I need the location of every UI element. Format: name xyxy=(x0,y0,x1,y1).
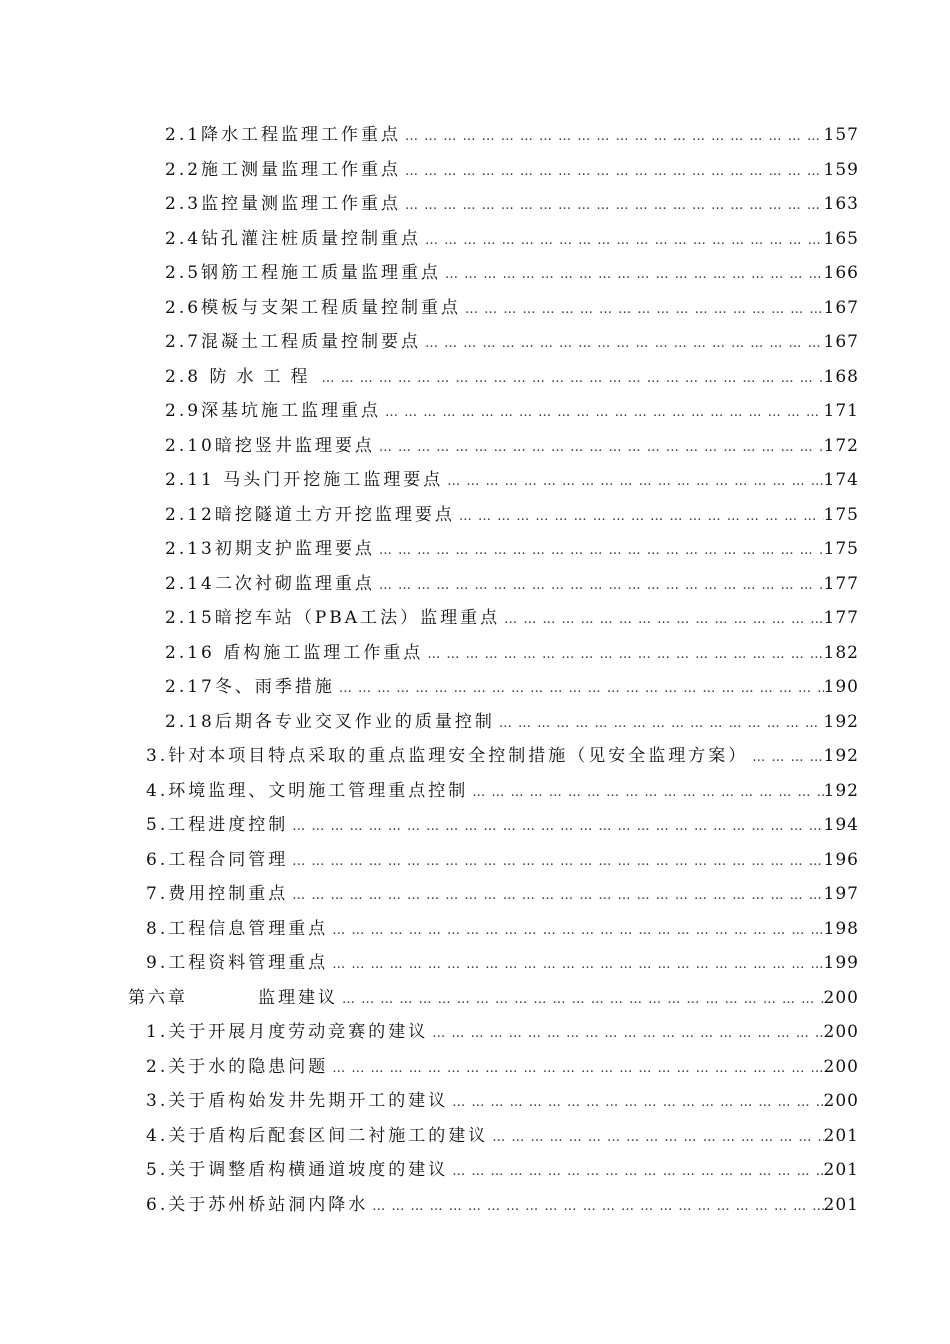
dot-leader xyxy=(428,1017,823,1051)
toc-page-number: 196 xyxy=(823,849,859,870)
toc-page-number: 165 xyxy=(823,228,859,249)
toc-entry-label: 2.8 防水工程 xyxy=(165,366,318,387)
toc-page-number: 177 xyxy=(823,608,859,628)
toc-page-number: 163 xyxy=(823,194,859,214)
toc-entry[interactable] xyxy=(165,429,859,463)
toc-entry-label: 4.关于盾构后配套区间二衬施工的建议 xyxy=(146,1125,489,1146)
toc-page-number: 157 xyxy=(823,125,859,145)
toc-entry-label: 2.3监控量测监理工作重点 xyxy=(165,194,402,214)
toc-page-number: 167 xyxy=(823,297,859,318)
toc-entry[interactable] xyxy=(165,256,859,290)
dot-leader xyxy=(461,293,824,327)
toc-entry-label: 2.16 盾构施工监理工作重点 xyxy=(165,642,424,663)
toc-entry-label: 2.17冬、雨季措施 xyxy=(165,677,335,697)
toc-entry[interactable] xyxy=(165,153,859,187)
dot-leader xyxy=(368,1190,823,1224)
toc-entry[interactable] xyxy=(165,463,859,497)
toc-entry[interactable] xyxy=(165,567,859,601)
toc-entry[interactable] xyxy=(146,1153,859,1187)
toc-entry-label: 2.15暗挖车站（PBA工法）监理重点 xyxy=(165,608,501,628)
toc-entry-label: 2.12暗挖隧道土方开挖监理要点 xyxy=(165,504,455,525)
toc-page-number: 194 xyxy=(823,815,859,835)
toc-entry[interactable] xyxy=(146,774,859,808)
toc-entry[interactable] xyxy=(146,1119,859,1153)
toc-entry[interactable] xyxy=(146,1188,859,1222)
toc-entry[interactable] xyxy=(146,739,859,773)
toc-entry[interactable] xyxy=(165,394,859,428)
toc-entry[interactable] xyxy=(165,636,859,670)
toc-entry-label: 2.10暗挖竖井监理要点 xyxy=(165,435,375,456)
toc-entry-label: 2.4钻孔灌注桩质量控制重点 xyxy=(165,228,422,249)
toc-entry[interactable] xyxy=(146,1050,859,1084)
toc-page-number: 200 xyxy=(823,1022,859,1042)
dot-leader xyxy=(441,258,824,292)
dot-leader xyxy=(288,879,823,913)
toc-page-number: 190 xyxy=(823,677,859,697)
toc-page-number: 182 xyxy=(823,642,859,663)
toc-page-number: 192 xyxy=(823,711,859,732)
toc-page-number: 200 xyxy=(823,1056,859,1077)
toc-page-number: 201 xyxy=(823,1125,859,1146)
dot-leader xyxy=(288,845,823,879)
toc-page-number: 172 xyxy=(823,435,859,456)
toc-entry-label: 2.7混凝土工程质量控制要点 xyxy=(165,332,422,352)
toc-entry-label: 2.9深基坑施工监理重点 xyxy=(165,401,382,421)
dot-leader xyxy=(375,534,824,568)
toc-entry[interactable] xyxy=(146,1084,859,1118)
toc-entry-label: 3.针对本项目特点采取的重点监理安全控制措施（见安全监理方案） xyxy=(146,746,749,766)
dot-leader xyxy=(381,396,824,430)
dot-leader xyxy=(401,120,824,154)
toc-entry[interactable] xyxy=(146,946,859,980)
dot-leader xyxy=(338,983,824,1017)
toc-entry[interactable] xyxy=(165,670,859,704)
toc-entry[interactable] xyxy=(146,843,859,877)
dot-leader xyxy=(748,741,823,775)
dot-leader xyxy=(500,603,823,637)
toc-entry-label: 2.关于水的隐患问题 xyxy=(146,1056,329,1077)
dot-leader xyxy=(421,327,824,361)
dot-leader xyxy=(317,362,823,396)
dot-leader xyxy=(328,914,823,948)
toc-entry-label: 2.14二次衬砌监理重点 xyxy=(165,573,375,594)
toc-page-number: 177 xyxy=(823,573,859,594)
toc-entry-label: 2.18后期各专业交叉作业的质量控制 xyxy=(165,711,495,732)
toc-entry-label: 5.工程进度控制 xyxy=(146,815,289,835)
toc-entry-label: 4.环境监理、文明施工管理重点控制 xyxy=(146,780,469,801)
toc-chapter-entry[interactable] xyxy=(128,981,859,1015)
toc-page-number: 159 xyxy=(823,159,859,180)
toc-page-number: 174 xyxy=(823,470,859,490)
toc-entry-label: 6.工程合同管理 xyxy=(146,849,289,870)
toc-entry[interactable] xyxy=(146,912,859,946)
toc-entry-label: 9.工程资料管理重点 xyxy=(146,953,329,973)
dot-leader xyxy=(443,465,823,499)
toc-entry-label: 第六章 监理建议 xyxy=(128,987,338,1008)
toc-entry-label: 2.5钢筋工程施工质量监理重点 xyxy=(165,263,442,283)
toc-entry-label: 3.关于盾构始发井先期开工的建议 xyxy=(146,1091,449,1111)
dot-leader xyxy=(401,155,824,189)
toc-entry[interactable] xyxy=(165,118,859,152)
dot-leader xyxy=(328,1052,823,1086)
toc-entry[interactable] xyxy=(165,291,859,325)
toc-page-number: 166 xyxy=(823,263,859,283)
toc-entry[interactable] xyxy=(165,705,859,739)
toc-entry[interactable] xyxy=(165,222,859,256)
dot-leader xyxy=(448,1155,823,1189)
dot-leader xyxy=(468,776,823,810)
dot-leader xyxy=(401,189,824,223)
toc-page-number: 175 xyxy=(823,504,859,525)
toc-page-number: 199 xyxy=(823,953,859,973)
dot-leader xyxy=(488,1121,823,1155)
toc-entry[interactable] xyxy=(146,808,859,842)
toc-page-number: 175 xyxy=(823,539,859,559)
toc-entry-label: 6.关于苏州桥站洞内降水 xyxy=(146,1194,369,1215)
dot-leader xyxy=(495,707,824,741)
toc-entry[interactable] xyxy=(165,325,859,359)
toc-page-number: 192 xyxy=(823,746,859,766)
toc-page-number: 200 xyxy=(823,1091,859,1111)
toc-page-number: 167 xyxy=(823,332,859,352)
toc-entry[interactable] xyxy=(165,601,859,635)
toc-entry-label: 1.关于开展月度劳动竞赛的建议 xyxy=(146,1022,429,1042)
dot-leader xyxy=(375,431,824,465)
toc-page-number: 197 xyxy=(823,884,859,904)
toc-entry-label: 2.1降水工程监理工作重点 xyxy=(165,125,402,145)
toc-entry-label: 2.6模板与支架工程质量控制重点 xyxy=(165,297,462,318)
dot-leader xyxy=(328,948,823,982)
toc-entry-label: 5.关于调整盾构横通道坡度的建议 xyxy=(146,1160,449,1180)
toc-entry-label: 8.工程信息管理重点 xyxy=(146,918,329,939)
toc-page-number: 201 xyxy=(823,1160,859,1180)
dot-leader xyxy=(455,500,824,534)
toc-page-number: 201 xyxy=(823,1194,859,1215)
toc-entry-label: 2.13初期支护监理要点 xyxy=(165,539,375,559)
toc-entry-label: 2.2施工测量监理工作重点 xyxy=(165,159,402,180)
dot-leader xyxy=(423,638,823,672)
toc-entry[interactable] xyxy=(146,1015,859,1049)
toc-entry[interactable] xyxy=(165,532,859,566)
toc-page-number: 168 xyxy=(823,366,859,387)
dot-leader xyxy=(288,810,823,844)
dot-leader xyxy=(448,1086,823,1120)
toc-page-number: 192 xyxy=(823,780,859,801)
toc-page-number: 198 xyxy=(823,918,859,939)
toc-entry[interactable] xyxy=(165,360,859,394)
toc-entry-label: 2.11 马头门开挖施工监理要点 xyxy=(165,470,444,490)
toc-entry[interactable] xyxy=(165,187,859,221)
toc-entry[interactable] xyxy=(165,498,859,532)
toc-entry-label: 7.费用控制重点 xyxy=(146,884,289,904)
dot-leader xyxy=(335,672,824,706)
toc-page-number: 200 xyxy=(823,987,859,1008)
toc-entry[interactable] xyxy=(146,877,859,911)
dot-leader xyxy=(421,224,824,258)
toc-page-number: 171 xyxy=(823,401,859,421)
dot-leader xyxy=(375,569,824,603)
